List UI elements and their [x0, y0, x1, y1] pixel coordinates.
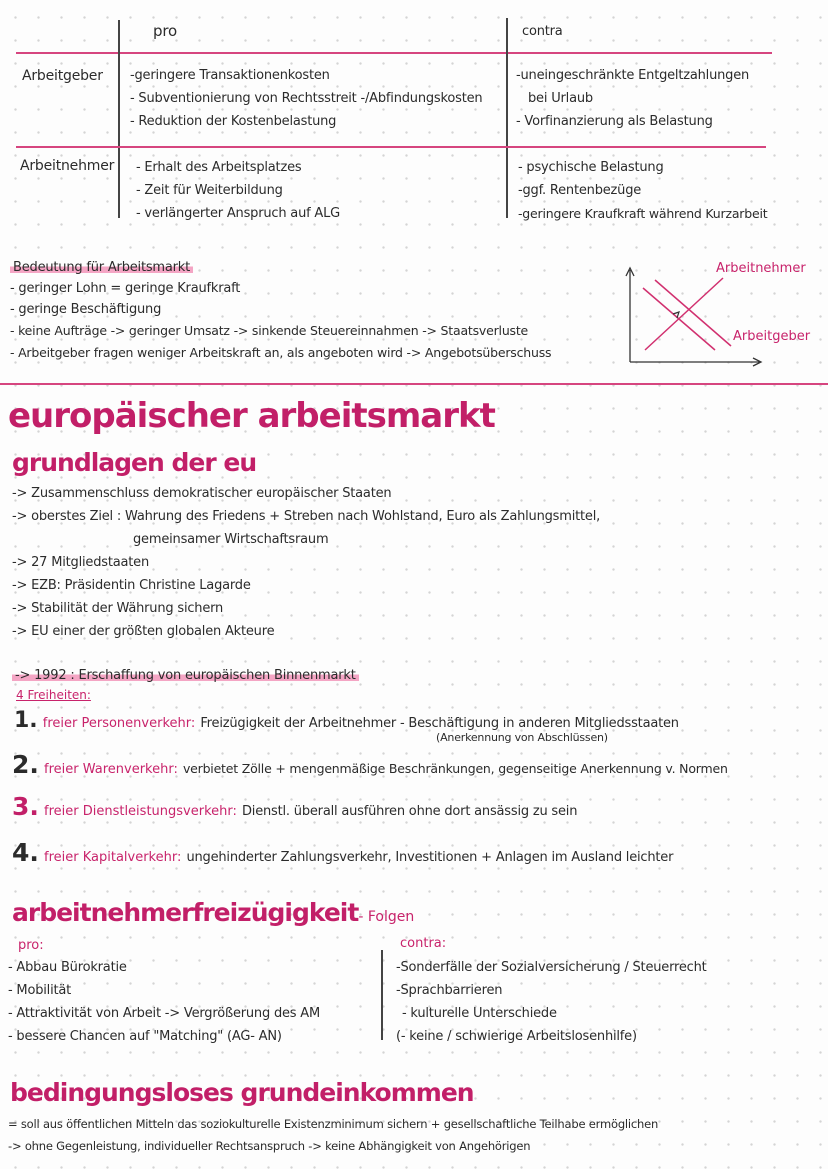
grundeinkommen-item-2: -> ohne Gegenleistung, individueller Rechtsanspruch -> keine Abhängigkeit von Angehörigen	[8, 1139, 531, 1153]
ag-contra-1: -uneingeschränkte Entgeltzahlungen	[516, 68, 750, 83]
grundlagen-item-6: -> EU einer der größten globalen Akteure	[12, 624, 275, 639]
table-divider-left	[118, 20, 120, 218]
europa-title: europäischer arbeitsmarkt	[8, 396, 495, 436]
row-label-arbeitnehmer: Arbeitnehmer	[20, 158, 115, 174]
binnenmarkt-line: -> 1992 : Erschaffung von europäischen Binnenmarkt	[12, 668, 359, 683]
freiheit-3-name: freier Dienstleistungsverkehr:	[44, 804, 237, 819]
freizuegigkeit-heading	[12, 898, 414, 927]
grundeinkommen-item-1: = soll aus öffentlichen Mitteln das soziokulturelle Existenzminimum sichern + gesellschaftliche Teilhabe ermöglichen	[8, 1117, 659, 1131]
freiheit-2	[12, 750, 728, 779]
freiheit-1-text: Freizügigkeit der Arbeitnehmer - Beschäftigung in anderen Mitgliedsstaaten	[200, 716, 679, 731]
fz-pro-2: - Mobilität	[8, 983, 72, 998]
bedeutung-item-4: - Arbeitgeber fragen weniger Arbeitskraft an, als angeboten wird -> Angebotsüberschuss	[10, 345, 552, 360]
section-divider	[0, 383, 828, 385]
table-header-contra: contra	[522, 24, 563, 39]
freiheit-2-name: freier Warenverkehr:	[44, 762, 178, 777]
bedeutung-item-2: - geringe Beschäftigung	[10, 302, 162, 317]
freizuegigkeit-title: arbeitnehmerfreizügigkeit	[12, 898, 359, 927]
table-row-line	[16, 146, 766, 148]
table-header-line	[16, 52, 772, 54]
fz-contra-3: - kulturelle Unterschiede	[402, 1006, 557, 1021]
diagram-label-arbeitgeber: Arbeitgeber	[733, 329, 811, 344]
table-header-pro: pro	[153, 22, 177, 40]
an-contra-2: -ggf. Rentenbezüge	[518, 183, 642, 198]
grundlagen-item-2: -> oberstes Ziel : Wahrung des Friedens + Streben nach Wohlstand, Euro als Zahlungsmittel,	[12, 509, 601, 524]
an-contra-3: -geringere Kraufkraft während Kurzarbeit	[518, 206, 768, 221]
ag-pro-1: -geringere Transaktionenkosten	[130, 68, 330, 83]
freiheit-1	[14, 708, 679, 733]
demand-line	[645, 278, 723, 350]
freizuegigkeit-pro-label: pro:	[18, 938, 44, 953]
freiheit-1-number: 1.	[14, 708, 38, 733]
freiheit-3-text: Dienstl. überall ausführen ohne dort ansässig zu sein	[241, 804, 578, 819]
fz-pro-4: - bessere Chancen auf "Matching" (AG- AN)	[8, 1029, 282, 1044]
freiheit-2-text: verbietet Zölle + mengenmäßige Beschränkungen, gegenseitige Anerkennung v. Normen	[182, 761, 728, 776]
bedeutung-title: Bedeutung für Arbeitsmarkt	[10, 260, 193, 275]
freiheit-3	[12, 792, 577, 821]
freizuegigkeit-divider	[381, 950, 383, 1040]
ag-pro-3: - Reduktion der Kostenbelastung	[130, 114, 337, 129]
freizuegigkeit-contra-label: contra:	[400, 936, 447, 951]
freizuegigkeit-title-suffix: - Folgen	[358, 909, 415, 925]
fz-contra-2: -Sprachbarrieren	[396, 983, 503, 998]
freiheit-3-number: 3.	[12, 792, 39, 821]
freiheit-1-sub: (Anerkennung von Abschlüssen)	[436, 731, 608, 744]
fz-contra-1: -Sonderfälle der Sozialversicherung / Steuerrecht	[396, 960, 707, 975]
supply-line-2	[655, 280, 731, 346]
grundlagen-item-5: -> Stabilität der Währung sichern	[12, 601, 224, 616]
bedeutung-item-3: - keine Aufträge -> geringer Umsatz -> sinkende Steuereinnahmen -> Staatsverluste	[10, 323, 529, 338]
bedeutung-item-1: - geringer Lohn = geringe Kraufkraft	[10, 281, 241, 296]
table-divider-right	[506, 18, 508, 218]
an-pro-2: - Zeit für Weiterbildung	[136, 183, 283, 198]
ag-contra-2: bei Urlaub	[528, 91, 593, 106]
fz-pro-3: - Attraktivität von Arbeit -> Vergrößerung des AM	[8, 1006, 321, 1021]
grundlagen-item-2b: gemeinsamer Wirtschaftsraum	[133, 532, 329, 547]
ag-contra-3: - Vorfinanzierung als Belastung	[516, 114, 713, 129]
grundlagen-item-4: -> EZB: Präsidentin Christine Lagarde	[12, 578, 251, 593]
freiheit-4-name: freier Kapitalverkehr:	[44, 850, 182, 865]
grundlagen-item-1: -> Zusammenschluss demokratischer europäischer Staaten	[12, 486, 392, 501]
an-pro-1: - Erhalt des Arbeitsplatzes	[136, 160, 302, 175]
an-pro-3: - verlängerter Anspruch auf ALG	[136, 206, 341, 221]
an-contra-1: - psychische Belastung	[518, 160, 664, 175]
supply-line-1	[643, 288, 715, 350]
arbeitsmarkt-diagram	[615, 262, 765, 372]
ag-pro-2: - Subventionierung von Rechtsstreit -/Abfindungskosten	[130, 91, 483, 106]
diagram-label-arbeitnehmer: Arbeitnehmer	[716, 261, 806, 276]
grundlagen-title: grundlagen der eu	[12, 448, 257, 477]
fz-contra-4: (- keine / schwierige Arbeitslosenhilfe)	[396, 1029, 637, 1044]
grundlagen-item-3: -> 27 Mitgliedstaaten	[12, 555, 149, 570]
freiheit-4-text: ungehinderter Zahlungsverkehr, Investitionen + Anlagen im Ausland leichter	[186, 850, 674, 865]
freiheit-2-number: 2.	[12, 750, 39, 779]
freiheit-1-name: freier Personenverkehr:	[42, 716, 196, 731]
freiheit-4	[12, 838, 673, 867]
fz-pro-1: - Abbau Bürokratie	[8, 960, 127, 975]
freiheiten-title: 4 Freiheiten:	[16, 688, 91, 702]
row-label-arbeitgeber: Arbeitgeber	[22, 68, 103, 84]
grundeinkommen-title: bedingungsloses grundeinkommen	[10, 1078, 474, 1107]
freiheit-4-number: 4.	[12, 838, 39, 867]
